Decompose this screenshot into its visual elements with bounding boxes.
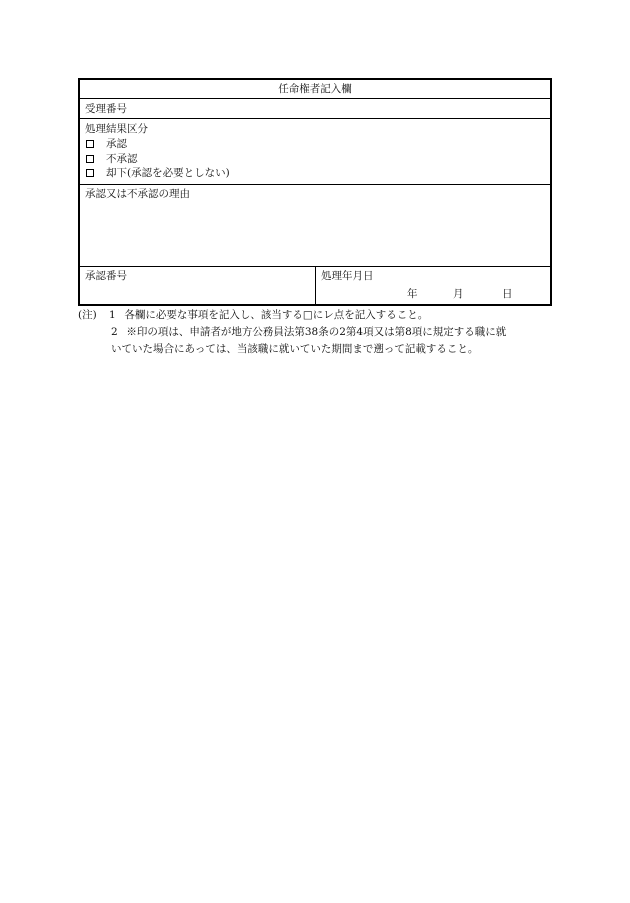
note-text: ※印の項は、申請者が地方公務員法第38条の2第4項又は第8項に規定する職に就 bbox=[126, 326, 507, 338]
note-item-2-continuation: いていた場合にあっては、当該職に就いていた期間まで遡って記載すること。 bbox=[111, 343, 479, 355]
option-approve[interactable] bbox=[85, 137, 545, 152]
disapprove-label: 不承認 bbox=[106, 152, 138, 165]
appointer-entry-form bbox=[78, 78, 552, 306]
day-label: 日 bbox=[502, 288, 513, 300]
process-date-label: 処理年月日 bbox=[321, 270, 374, 282]
note-item-1 bbox=[78, 307, 558, 324]
approve-checkbox[interactable] bbox=[86, 140, 94, 148]
month-label: 月 bbox=[453, 288, 464, 300]
note-number: 1 bbox=[109, 309, 116, 321]
note-item-2 bbox=[78, 324, 558, 341]
form-title: 任命権者記入欄 bbox=[80, 80, 550, 99]
result-category-section bbox=[80, 119, 550, 185]
note-number: 2 bbox=[111, 326, 118, 338]
reason-field[interactable] bbox=[80, 185, 550, 267]
year-label: 年 bbox=[407, 288, 418, 300]
approval-date-row bbox=[80, 267, 550, 304]
reason-label: 承認又は不承認の理由 bbox=[85, 188, 190, 200]
disapprove-checkbox[interactable] bbox=[86, 155, 94, 163]
process-date-field[interactable] bbox=[316, 267, 550, 304]
reject-label: 却下(承認を必要としない) bbox=[106, 167, 230, 179]
reject-checkbox[interactable] bbox=[86, 169, 94, 177]
notes-prefix: (注) bbox=[78, 309, 97, 321]
result-category-label: 処理結果区分 bbox=[85, 123, 148, 135]
notes-section bbox=[78, 307, 558, 358]
option-reject[interactable] bbox=[85, 166, 545, 181]
option-disapprove[interactable] bbox=[85, 152, 545, 167]
approval-number-field[interactable] bbox=[80, 267, 316, 304]
receipt-number-label: 受理番号 bbox=[85, 103, 127, 115]
note-text: 各欄に必要な事項を記入し、該当する□にレ点を記入すること。 bbox=[124, 309, 429, 321]
approval-number-label: 承認番号 bbox=[85, 270, 127, 282]
receipt-number-field[interactable] bbox=[80, 99, 550, 119]
approve-label: 承認 bbox=[106, 138, 127, 150]
